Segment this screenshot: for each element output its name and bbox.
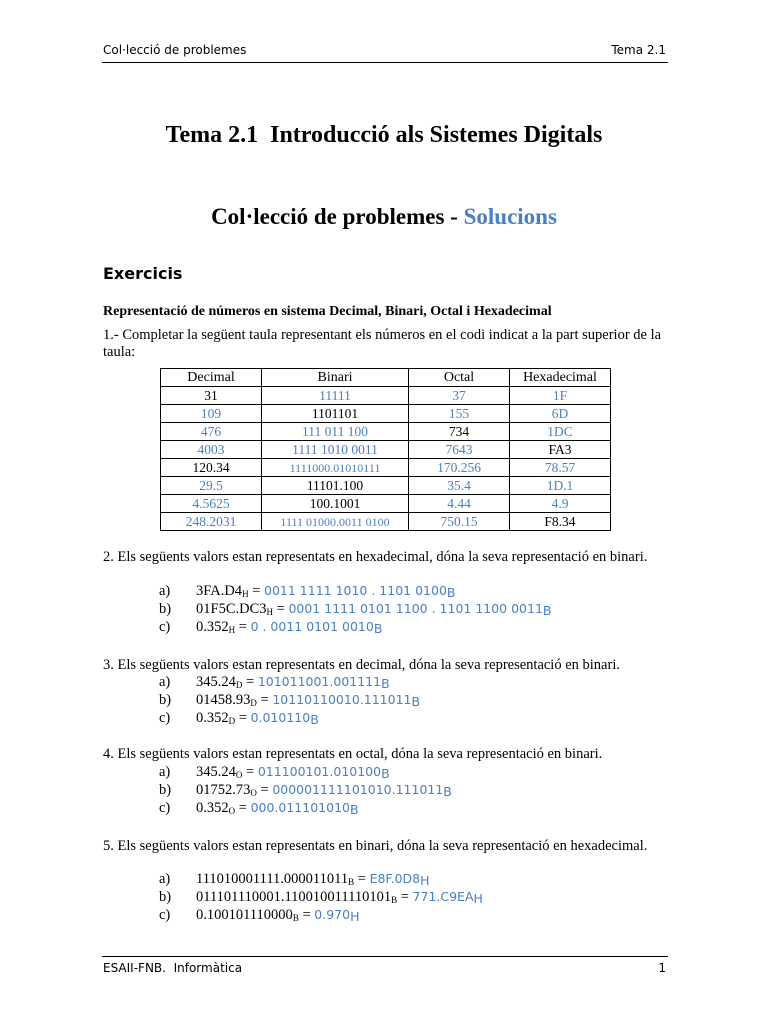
item-value-base: D	[250, 698, 257, 708]
item-label: a)	[159, 674, 171, 690]
footer-left: ESAII-FNB. Informàtica	[103, 961, 243, 975]
item-answer: E8F.0D8	[369, 871, 421, 886]
subsection-heading: Representació de números en sistema Decimal, Binari, Octal i Hexadecimal	[103, 304, 552, 319]
table-row	[161, 459, 611, 477]
item-value-base: B	[348, 877, 355, 887]
item-label: c)	[159, 907, 171, 923]
table-row	[161, 405, 611, 423]
item-answer-base: B	[310, 712, 319, 727]
table-cell: 100.1001	[262, 495, 409, 513]
table-cell: 11111	[262, 387, 409, 405]
table-cell: 35.4	[409, 477, 510, 495]
equals-sign: =	[354, 871, 370, 887]
table-cell: 1101101	[262, 405, 409, 423]
item-label: a)	[159, 583, 171, 599]
item-value-base: O	[228, 806, 236, 816]
table-cell: 1111000.01010111	[262, 459, 409, 477]
equals-sign: =	[248, 583, 264, 599]
table-row	[161, 477, 611, 495]
table-body	[161, 387, 611, 531]
item-answer-base: B	[443, 784, 452, 799]
table-header-cell: Decimal	[161, 369, 262, 387]
equals-sign: =	[256, 782, 273, 798]
header-left: Col·lecció de problemes	[103, 43, 247, 57]
item-value: 01F5C.DC3	[196, 601, 267, 617]
item-answer: 0011 1111 1010 . 1101 0100	[264, 583, 447, 598]
equals-sign: =	[256, 692, 273, 708]
equals-sign: =	[298, 907, 315, 923]
item-answer: 0.970	[314, 907, 351, 922]
equals-sign: =	[235, 619, 251, 635]
item-answer-base: H	[350, 909, 360, 924]
table-cell: 29.5	[161, 477, 262, 495]
item-answer: 0.010110	[250, 710, 311, 725]
equals-sign: =	[273, 601, 289, 617]
subtitle-accent: Solucions	[463, 204, 557, 229]
item-label: a)	[159, 764, 171, 780]
item-value-base: B	[391, 895, 398, 905]
item-label: c)	[159, 800, 171, 816]
item-answer-base: B	[373, 621, 383, 636]
table-header-cell: Binari	[262, 369, 409, 387]
table-cell: 111 011 100	[262, 423, 409, 441]
table-cell: 78.57	[510, 459, 611, 477]
conversion-table	[160, 368, 611, 531]
table-cell: 1F	[510, 387, 611, 405]
item-label: c)	[159, 710, 171, 726]
table-row	[161, 495, 611, 513]
item-answer-base: B	[349, 802, 359, 817]
header-right: Tema 2.1	[611, 43, 666, 57]
item-value-base: H	[266, 607, 274, 617]
item-value-base: H	[242, 589, 249, 599]
item-answer: 000001111101010.111011	[272, 782, 444, 797]
table-row	[161, 513, 611, 531]
section-heading: Exercicis	[103, 264, 183, 283]
item-value: 011101110001.110010011110101	[196, 889, 392, 905]
item-value: 345.24	[196, 674, 236, 690]
question-1-text: 1.- Completar la següent taula representant els números en el codi indicat a la part superior de la taula:	[103, 327, 662, 360]
table-cell: F8.34	[510, 513, 611, 531]
item-label: a)	[159, 871, 171, 887]
item-answer-base: B	[446, 585, 456, 600]
item-value-base: D	[235, 680, 243, 690]
subtitle-main: Col·lecció de problemes -	[211, 204, 464, 229]
item-answer-base: B	[542, 603, 552, 618]
item-answer-base: B	[381, 766, 390, 781]
item-answer: 0001 1111 0101 1100 . 1101 1100 0011	[288, 601, 543, 616]
equals-sign: =	[235, 800, 251, 816]
q3-item	[159, 709, 319, 730]
item-answer: 101011001.001111	[257, 674, 382, 689]
table-cell: 1111 1010 0011	[262, 441, 409, 459]
question-2-text: 2. Els següents valors estan representats en hexadecimal, dóna la seva representació en binari.	[103, 549, 648, 565]
table-cell: 11101.100	[262, 477, 409, 495]
table-header-cell: Hexadecimal	[510, 369, 611, 387]
item-label: c)	[159, 619, 171, 635]
item-answer: 000.011101010	[250, 800, 350, 815]
document-subtitle	[0, 204, 768, 230]
item-value-base: O	[235, 770, 243, 780]
table-cell: 4.44	[409, 495, 510, 513]
equals-sign: =	[242, 764, 258, 780]
page-number: 1	[658, 961, 666, 975]
item-value: 3FA.D4	[196, 583, 243, 599]
table-cell: 248.2031	[161, 513, 262, 531]
table-cell: 170.256	[409, 459, 510, 477]
item-value: 111010001111.000011011	[196, 871, 349, 887]
question-3-text: 3. Els següents valors estan representats en decimal, dóna la seva representació en binari.	[103, 657, 620, 673]
table-cell: 476	[161, 423, 262, 441]
table-cell: 37	[409, 387, 510, 405]
item-value-base: D	[228, 716, 236, 726]
table-cell: 4.5625	[161, 495, 262, 513]
footer-divider	[102, 956, 668, 957]
item-answer-base: H	[420, 873, 430, 888]
item-label: b)	[159, 692, 172, 708]
item-answer-base: B	[411, 694, 421, 709]
table-header-cell: Octal	[409, 369, 510, 387]
equals-sign: =	[235, 710, 251, 726]
document-title: Tema 2.1 Introducció als Sistemes Digitals	[165, 122, 603, 148]
table-cell: FA3	[510, 441, 611, 459]
table-row	[161, 387, 611, 405]
item-label: b)	[159, 889, 172, 905]
table-cell: 4003	[161, 441, 262, 459]
item-answer-base: H	[473, 891, 483, 906]
table-row	[161, 441, 611, 459]
table-header-row	[161, 369, 611, 387]
item-value-base: B	[292, 913, 299, 923]
table-cell: 7643	[409, 441, 510, 459]
item-value: 0.352	[196, 800, 229, 816]
table-cell: 120.34	[161, 459, 262, 477]
item-value-base: O	[250, 788, 257, 798]
item-value: 0.352	[196, 619, 229, 635]
table-cell: 109	[161, 405, 262, 423]
table-row	[161, 423, 611, 441]
table-cell: 4.9	[510, 495, 611, 513]
item-value-base: H	[228, 625, 236, 635]
item-value: 0.100101110000	[196, 907, 293, 923]
table-cell: 1111 01000.0011 0100	[262, 513, 409, 531]
item-label: b)	[159, 601, 172, 617]
equals-sign: =	[397, 889, 413, 905]
q5-item	[159, 906, 359, 927]
table-cell: 31	[161, 387, 262, 405]
item-value: 0.352	[196, 710, 229, 726]
equals-sign: =	[242, 674, 258, 690]
table-cell: 6D	[510, 405, 611, 423]
q2-item	[159, 618, 382, 639]
question-4-text: 4. Els següents valors estan representats en octal, dóna la seva representació en binari.	[103, 746, 603, 762]
item-answer: 10110110010.111011	[272, 692, 412, 707]
item-value: 01458.93	[196, 692, 251, 708]
table-cell: 155	[409, 405, 510, 423]
item-label: b)	[159, 782, 172, 798]
table-cell: 1DC	[510, 423, 611, 441]
table-cell: 1D.1	[510, 477, 611, 495]
item-answer: 011100101.010100	[257, 764, 382, 779]
item-answer: 0 . 0011 0101 0010	[250, 619, 374, 634]
item-value: 345.24	[196, 764, 236, 780]
q4-item	[159, 799, 359, 820]
table-cell: 734	[409, 423, 510, 441]
item-answer-base: B	[381, 676, 390, 691]
item-value: 01752.73	[196, 782, 251, 798]
table-cell: 750.15	[409, 513, 510, 531]
header-divider	[102, 62, 668, 63]
question-5-text: 5. Els següents valors estan representats en binari, dóna la seva representació en hexadecimal.	[103, 838, 648, 854]
item-answer: 771.C9EA	[412, 889, 474, 904]
